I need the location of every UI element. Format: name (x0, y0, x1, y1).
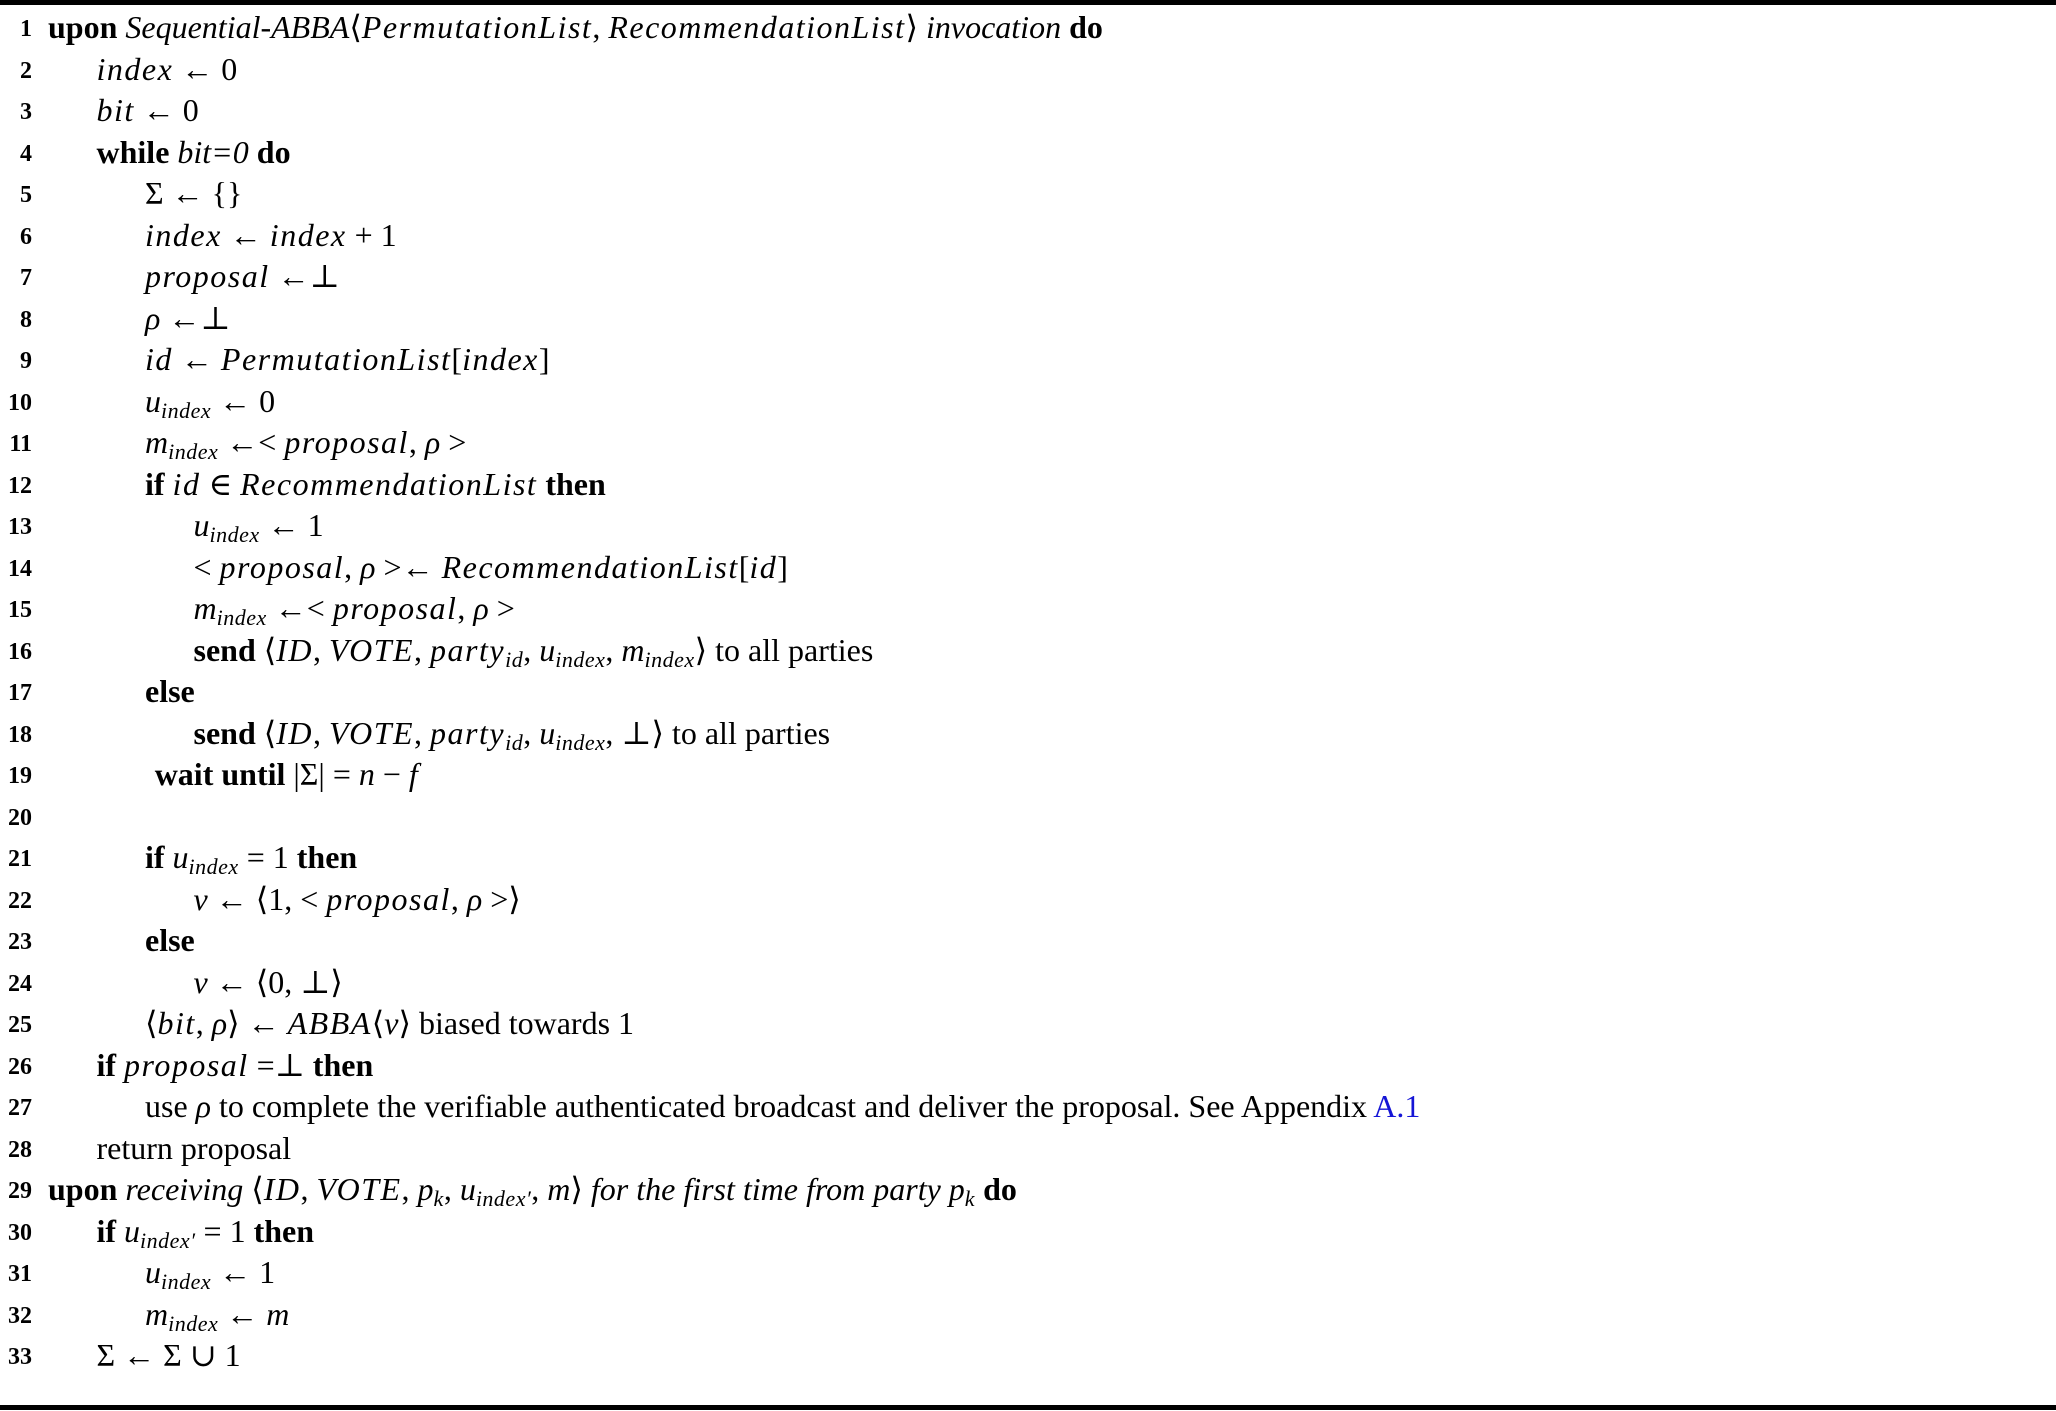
algorithm-line-28 (0, 1126, 2056, 1168)
line-code: if $u_{index'} = 1$ then (96, 1212, 315, 1253)
line-number: 8 (20, 306, 32, 333)
algorithm-line-27 (0, 1084, 2056, 1126)
line-number: 32 (8, 1302, 32, 1329)
line-number: 26 (8, 1053, 32, 1080)
line-code: else (145, 922, 195, 958)
line-number: 11 (9, 431, 32, 457)
algorithm-line-7 (0, 254, 2056, 296)
line-code: if id ∈ RecommendationList then (145, 465, 606, 502)
algorithm-line-31 (0, 1250, 2056, 1292)
algorithm-line-29 (0, 1167, 2056, 1209)
algorithm-line-4 (0, 130, 2056, 172)
line-number: 19 (8, 763, 32, 789)
algorithm-line-25 (0, 1001, 2056, 1043)
line-code: v ← ⟨0, ⊥⟩ (193, 963, 343, 1000)
line-code: $m_{index}$ ← m (145, 1295, 290, 1336)
algorithm-line-11 (0, 420, 2056, 462)
algorithm-line-15 (0, 586, 2056, 628)
algorithm-line-16 (0, 628, 2056, 670)
line-number: 29 (8, 1178, 32, 1204)
line-number: 21 (8, 846, 32, 872)
line-number: 17 (8, 680, 32, 706)
line-code: $u_{index}$ ← 1 (193, 507, 324, 547)
algorithm-line-21 (0, 835, 2056, 877)
algorithm-line-10 (0, 379, 2056, 421)
line-code: $m_{index}$ ←< proposal, ρ > (193, 590, 515, 630)
line-code: v ← ⟨1, < proposal, ρ >⟩ (193, 880, 521, 917)
line-number: 23 (8, 929, 32, 955)
line-number: 27 (8, 1095, 32, 1121)
line-code: return proposal (96, 1129, 292, 1166)
algorithm-line-5 (0, 171, 2056, 213)
algorithm-line-20 (0, 794, 2056, 836)
algorithm-line-2 (0, 47, 2056, 89)
line-number: 15 (8, 597, 32, 623)
algorithm-line-14 (0, 545, 2056, 587)
algorithm-line-23 (0, 918, 2056, 960)
line-code: send ⟨ID, VOTE, party$_{id}$, $u_{index}$, $m_{index}⟩$ to all parties (193, 631, 874, 672)
line-code: < proposal, ρ >← RecommendationList[id] (193, 548, 788, 585)
line-number: 28 (8, 1136, 32, 1163)
algorithm-listing (0, 5, 2056, 1375)
algorithm-line-22 (0, 877, 2056, 919)
line-code: wait until |Σ| = n − f (154, 756, 418, 792)
line-code: if $u_{index} = 1$ then (145, 839, 358, 879)
algorithm-line-13 (0, 503, 2056, 545)
line-code: send ⟨ID, VOTE, party$_{id}$, $u_{index}$, ⊥⟩ to all parties (193, 714, 831, 755)
line-code: ρ ←⊥ (145, 299, 231, 336)
algorithm-line-26 (0, 1043, 2056, 1085)
line-code: $u_{index}$ ← 0 (145, 382, 276, 423)
line-code: upon receiving ⟨ID, VOTE, $p_k$, $u_{index'}$, m⟩ for the first time from party $p_k$ do (48, 1171, 1017, 1211)
line-code: Σ ← {} (145, 175, 243, 211)
algorithm-line-9 (0, 337, 2056, 379)
line-code: index ← index + 1 (145, 216, 397, 253)
line-number: 4 (20, 140, 32, 167)
line-code: id ← PermutationList[index] (145, 341, 550, 377)
line-number: 6 (20, 223, 32, 250)
line-number: 25 (8, 1012, 32, 1038)
line-code: Σ ← Σ ∪ 1 (96, 1337, 241, 1373)
line-number: 5 (20, 182, 32, 208)
line-number: 1 (20, 16, 32, 42)
algorithm-line-32 (0, 1292, 2056, 1334)
algorithm-line-33 (0, 1333, 2056, 1375)
line-number: 12 (8, 472, 32, 499)
line-code: use ρ to complete the verifiable authenticated broadcast and deliver the proposal. See Appendix A.1 (145, 1088, 1421, 1124)
line-number: 20 (8, 804, 32, 831)
algorithm-line-30 (0, 1209, 2056, 1251)
line-number: 24 (8, 970, 32, 997)
algorithm-bottom-rule (0, 1405, 2056, 1410)
line-code: ⟨bit, ρ⟩ ← ABBA⟨v⟩ biased towards 1 (145, 1005, 635, 1041)
line-number: 14 (8, 555, 32, 582)
line-code: if proposal =⊥ then (96, 1046, 374, 1083)
line-number: 33 (8, 1344, 32, 1370)
line-code: while bit=0 do (96, 133, 291, 170)
line-number: 7 (20, 265, 32, 291)
appendix-link[interactable]: A.1 (1373, 1088, 1421, 1124)
algorithm-line-24 (0, 960, 2056, 1002)
line-number: 18 (8, 721, 32, 748)
algorithm-line-8 (0, 296, 2056, 338)
line-code: else (145, 673, 195, 709)
line-code: proposal ←⊥ (145, 258, 340, 294)
algorithm-line-12 (0, 462, 2056, 504)
line-number: 10 (8, 389, 32, 416)
algorithm-line-3 (0, 88, 2056, 130)
line-number: 16 (8, 638, 32, 665)
algorithm-line-18 (0, 711, 2056, 753)
algorithm-line-17 (0, 669, 2056, 711)
algorithm-line-19 (0, 752, 2056, 794)
line-code: index ← 0 (96, 50, 238, 87)
line-code: $u_{index}$ ← 1 (145, 1254, 276, 1294)
line-number: 31 (8, 1261, 32, 1287)
line-number: 22 (8, 887, 32, 914)
line-number: 2 (20, 57, 32, 84)
line-number: 30 (8, 1219, 32, 1246)
algorithm-line-6 (0, 213, 2056, 255)
line-number: 9 (20, 348, 32, 374)
algorithm-line-1 (0, 5, 2056, 47)
line-number: 3 (20, 99, 32, 125)
line-code: $m_{index}$ ←< proposal, ρ > (145, 424, 467, 464)
line-code: upon Sequential-ABBA⟨PermutationList, RecommendationList⟩ invocation do (48, 9, 1103, 45)
line-code: bit ← 0 (96, 92, 199, 128)
line-number: 13 (8, 514, 32, 540)
